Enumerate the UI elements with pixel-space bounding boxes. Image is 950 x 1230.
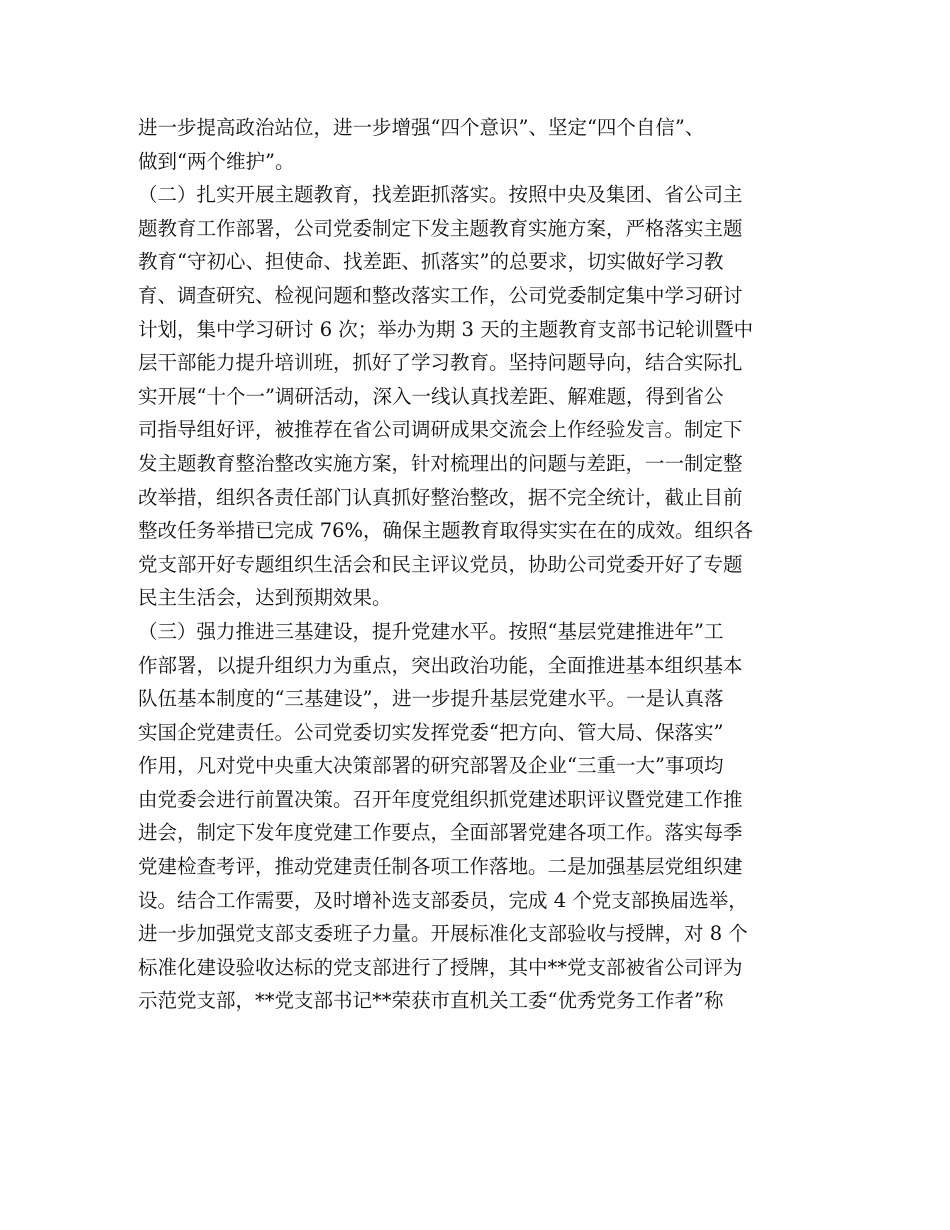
- text-line: 党支部开好专题组织生活会和民主评议党员，协助公司党委开好了专题: [138, 552, 743, 576]
- text-line: 教育“守初心、担使命、找差距、抓落实”的总要求，切实做好学习教: [138, 250, 724, 274]
- text-line: 实开展“十个一”调研活动，深入一线认真找差距、解难题，得到省公: [138, 384, 724, 408]
- text-line: 作用，凡对党中央重大决策部署的研究部署及企业“三重一大”事项均: [138, 754, 724, 778]
- text-line: 司指导组好评，被推荐在省公司调研成果交流会上作经验发言。制定下: [138, 418, 743, 442]
- text-line: 进会，制定下发年度党建工作要点，全面部署党建各项工作。落实每季: [138, 821, 743, 845]
- body-text: [138, 111, 818, 1018]
- text-line: 改举措，组织各责任部门认真抓好整治整改，据不完全统计，截止目前: [138, 485, 743, 509]
- text-line: 实国企党建责任。公司党委切实发挥党委“把方向、管大局、保落实”: [138, 720, 724, 744]
- section-heading-line: （二）扎实开展主题教育，找差距抓落实。按照中央及集团、省公司主: [138, 183, 743, 207]
- text-line: 进一步提高政治站位，进一步增强“四个意识”、坚定“四个自信”、: [138, 116, 705, 139]
- text-line: 民主生活会，达到预期效果。: [138, 586, 392, 610]
- text-line: 计划，集中学习研讨 6 次；举办为期 3 天的主题教育支部书记轮训暨中: [138, 317, 754, 341]
- text-line: 发主题教育整治整改实施方案，针对梳理出的问题与差距，一一制定整: [138, 451, 743, 475]
- text-line: 层干部能力提升培训班，抓好了学习教育。坚持问题导向，结合实际扎: [138, 351, 743, 375]
- text-line: 整改任务举措已完成 76%，确保主题教育取得实实在在的成效。组织各: [138, 519, 754, 543]
- text-line: 进一步加强党支部支委班子力量。开展标准化支部验收与授牌，对 8 个: [138, 922, 748, 946]
- text-line: 由党委会进行前置决策。召开年度党组织抓党建述职评议暨党建工作推: [138, 787, 743, 811]
- section-heading-line: （三）强力推进三基建设，提升党建水平。按照“基层党建推进年”工: [138, 619, 724, 643]
- text-line: 育、调查研究、检视问题和整改落实工作，公司党委制定集中学习研讨: [138, 283, 743, 307]
- text-line: 题教育工作部署，公司党委制定下发主题教育实施方案，严格落实主题: [138, 216, 743, 240]
- text-line: 党建检查考评，推动党建责任制各项工作落地。二是加强基层党组织建: [138, 855, 743, 879]
- text-line: 队伍基本制度的“三基建设”，进一步提升基层党建水平。一是认真落: [138, 687, 724, 711]
- text-line: 做到“两个维护”。: [138, 149, 295, 173]
- text-line: 设。结合工作需要，及时增补选支部委员，完成 4 个党支部换届选举，: [138, 888, 748, 912]
- text-line: 示范党支部，**党支部书记**荣获市直机关工委“优秀党务工作者”称: [138, 989, 724, 1013]
- text-line: 标准化建设验收达标的党支部进行了授牌，其中**党支部被省公司评为: [138, 955, 743, 979]
- text-line: 作部署，以提升组织力为重点，突出政治功能，全面推进基本组织基本: [138, 653, 743, 677]
